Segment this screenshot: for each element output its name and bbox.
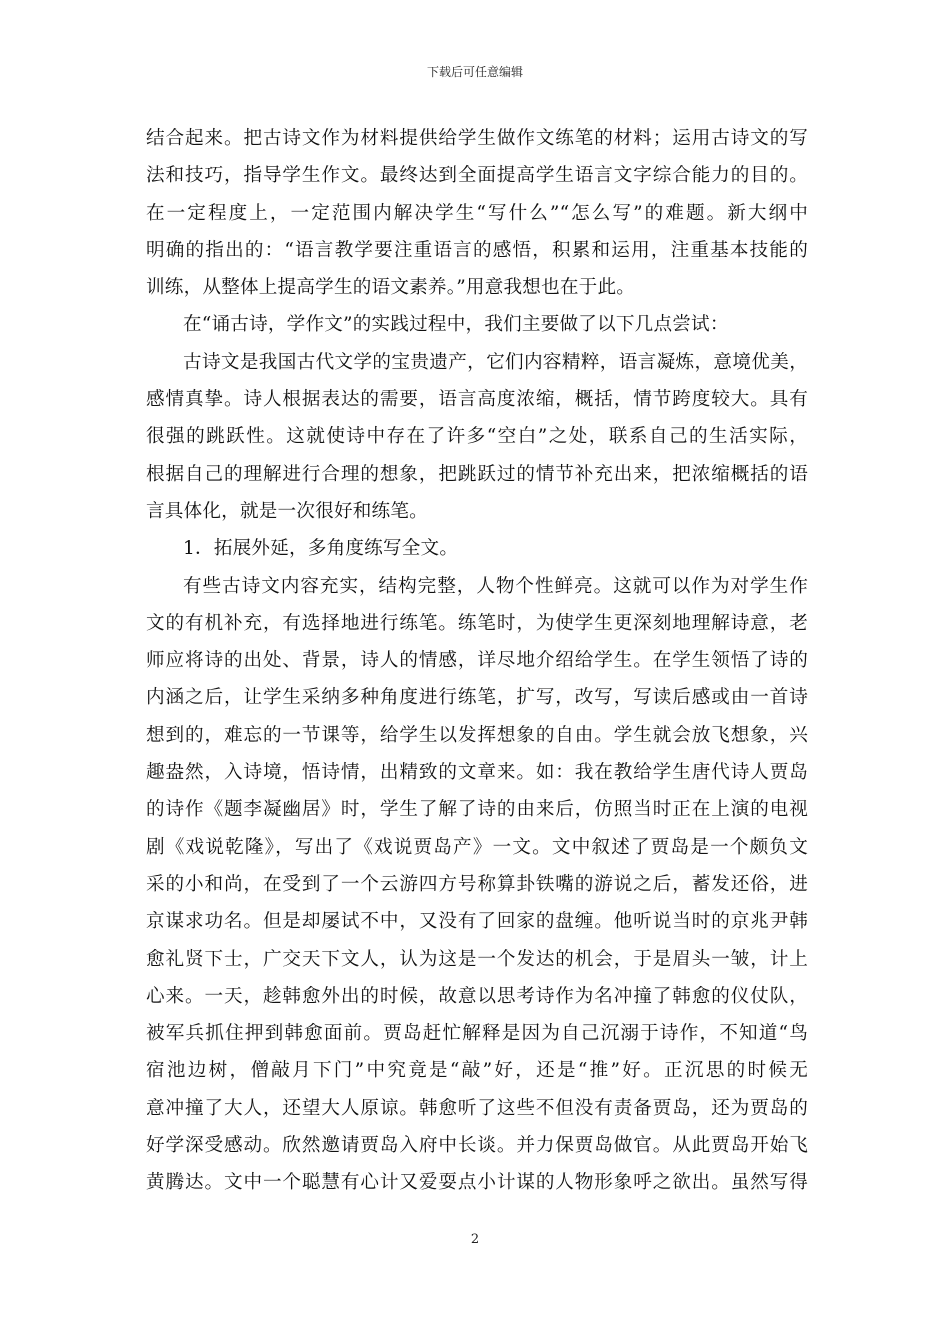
text-line: 很强的跳跃性。这就使诗中存在了许多“空白”之处，联系自己的生活实际， — [146, 426, 808, 448]
text-line: 被军兵抓住押到韩愈面前。贾岛赶忙解释是因为自己沉溺于诗作，不知道“鸟 — [146, 1023, 808, 1045]
text-line: 宿池边树，僧敲月下门”中究竟是“敲”好，还是“推”好。正沉思的时候无 — [146, 1060, 808, 1082]
text-line: 采的小和尚，在受到了一个云游四方号称算卦铁嘴的游说之后，蓄发还俗，进 — [146, 873, 808, 895]
text-line: 心来。一天，趁韩愈外出的时候，故意以思考诗作为名冲撞了韩愈的仪仗队， — [146, 985, 808, 1007]
text-line: 想到的，难忘的一节课等，给学生以发挥想象的自由。学生就会放飞想象，兴 — [146, 724, 808, 746]
text-line: 趣盎然，入诗境，悟诗情，出精致的文章来。如：我在教给学生唐代诗人贾岛 — [146, 762, 808, 784]
text-line: 古诗文是我国古代文学的宝贵遗产，它们内容精粹，语言凝炼，意境优美， — [183, 351, 808, 373]
text-line: 意冲撞了大人，还望大人原谅。韩愈听了这些不但没有责备贾岛，还为贾岛的 — [146, 1097, 808, 1119]
text-line: 的诗作《题李凝幽居》时，学生了解了诗的由来后，仿照当时正在上演的电视 — [146, 799, 808, 821]
text-line: 言具体化，就是一次很好和练笔。 — [146, 500, 428, 522]
text-line: 1．拓展外延，多角度练写全文。 — [183, 538, 459, 560]
text-line: 内涵之后，让学生采纳多种角度进行练笔，扩写，改写，写读后感或由一首诗 — [146, 687, 808, 709]
text-line: 结合起来。把古诗文作为材料提供给学生做作文练笔的材料；运用古诗文的写 — [146, 128, 808, 149]
text-line: 根据自己的理解进行合理的想象，把跳跃过的情节补充出来，把浓缩概括的语 — [146, 463, 808, 485]
text-line: 有些古诗文内容充实，结构完整，人物个性鲜亮。这就可以作为对学生作 — [183, 575, 808, 597]
text-line: 在“诵古诗，学作文”的实践过程中，我们主要做了以下几点尝试： — [183, 314, 729, 336]
text-line: 剧《戏说乾隆》，写出了《戏说贾岛产》一文。文中叙述了贾岛是一个颇负文 — [146, 836, 808, 858]
text-line: 京谋求功名。但是却屡试不中，又没有了回家的盘缠。他听说当时的京兆尹韩 — [146, 911, 808, 933]
page-header: 下载后可任意编辑 — [426, 65, 523, 79]
text-line: 明确的指出的：“语言教学要注重语言的感悟，积累和运用，注重基本技能的 — [146, 239, 808, 261]
text-line: 训练，从整体上提高学生的语文素养。”用意我想也在于此。 — [146, 277, 636, 299]
text-line: 在一定程度上，一定范围内解决学生“写什么”“怎么写”的难题。新大纲中 — [146, 202, 808, 224]
text-line: 师应将诗的出处、背景，诗人的情感，详尽地介绍给学生。在学生领悟了诗的 — [146, 650, 808, 672]
text-line: 感情真挚。诗人根据表达的需要，语言高度浓缩，概括，情节跨度较大。具有 — [146, 389, 808, 411]
text-line: 法和技巧，指导学生作文。最终达到全面提高学生语言文字综合能力的目的。 — [146, 165, 808, 187]
text-line: 黄腾达。文中一个聪慧有心计又爱耍点小计谋的人物形象呼之欲出。虽然写得 — [146, 1172, 808, 1194]
text-line: 好学深受感动。欣然邀请贾岛入府中长谈。并力保贾岛做官。从此贾岛开始飞 — [146, 1135, 808, 1157]
text-line: 文的有机补充，有选择地进行练笔。练笔时，为使学生更深刻地理解诗意，老 — [146, 612, 808, 634]
document-body — [146, 120, 808, 1202]
text-line: 愈礼贤下士，广交天下文人，认为这是一个发达的机会，于是眉头一皱，计上 — [146, 948, 808, 970]
page-number: 2 — [470, 1232, 480, 1247]
